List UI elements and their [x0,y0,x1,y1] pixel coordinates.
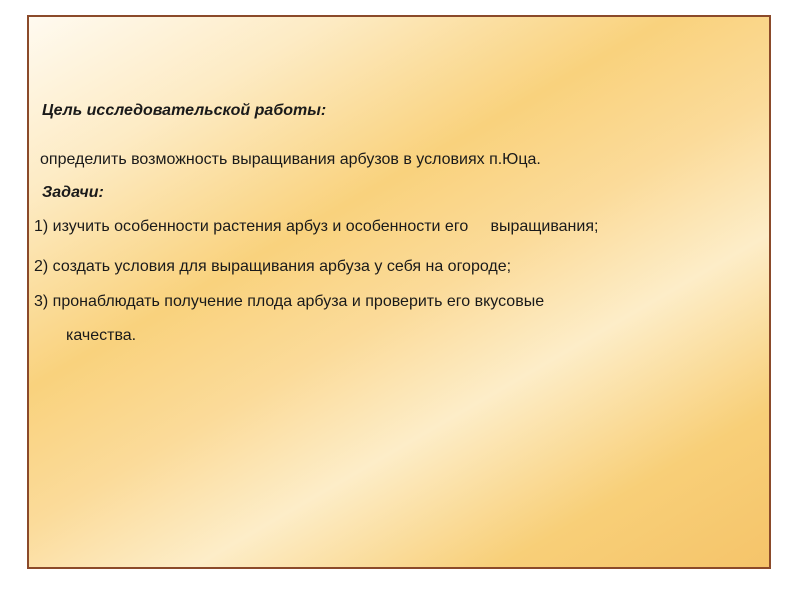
slide [27,15,771,569]
task-item-3-continuation: качества. [66,327,137,344]
task-item-1: 1) изучить особенности растения арбуз и особенности его выращивания; [34,218,599,235]
goal-text: определить возможность выращивания арбузов в условиях п.Юца. [40,151,541,168]
tasks-heading: Задачи: [42,184,104,201]
goal-heading: Цель исследовательской работы: [42,102,327,119]
task-item-2: 2) создать условия для выращивания арбуза у себя на огороде; [34,258,512,275]
task-item-3: 3) пронаблюдать получение плода арбуза и проверить его вкусовые [34,293,545,310]
